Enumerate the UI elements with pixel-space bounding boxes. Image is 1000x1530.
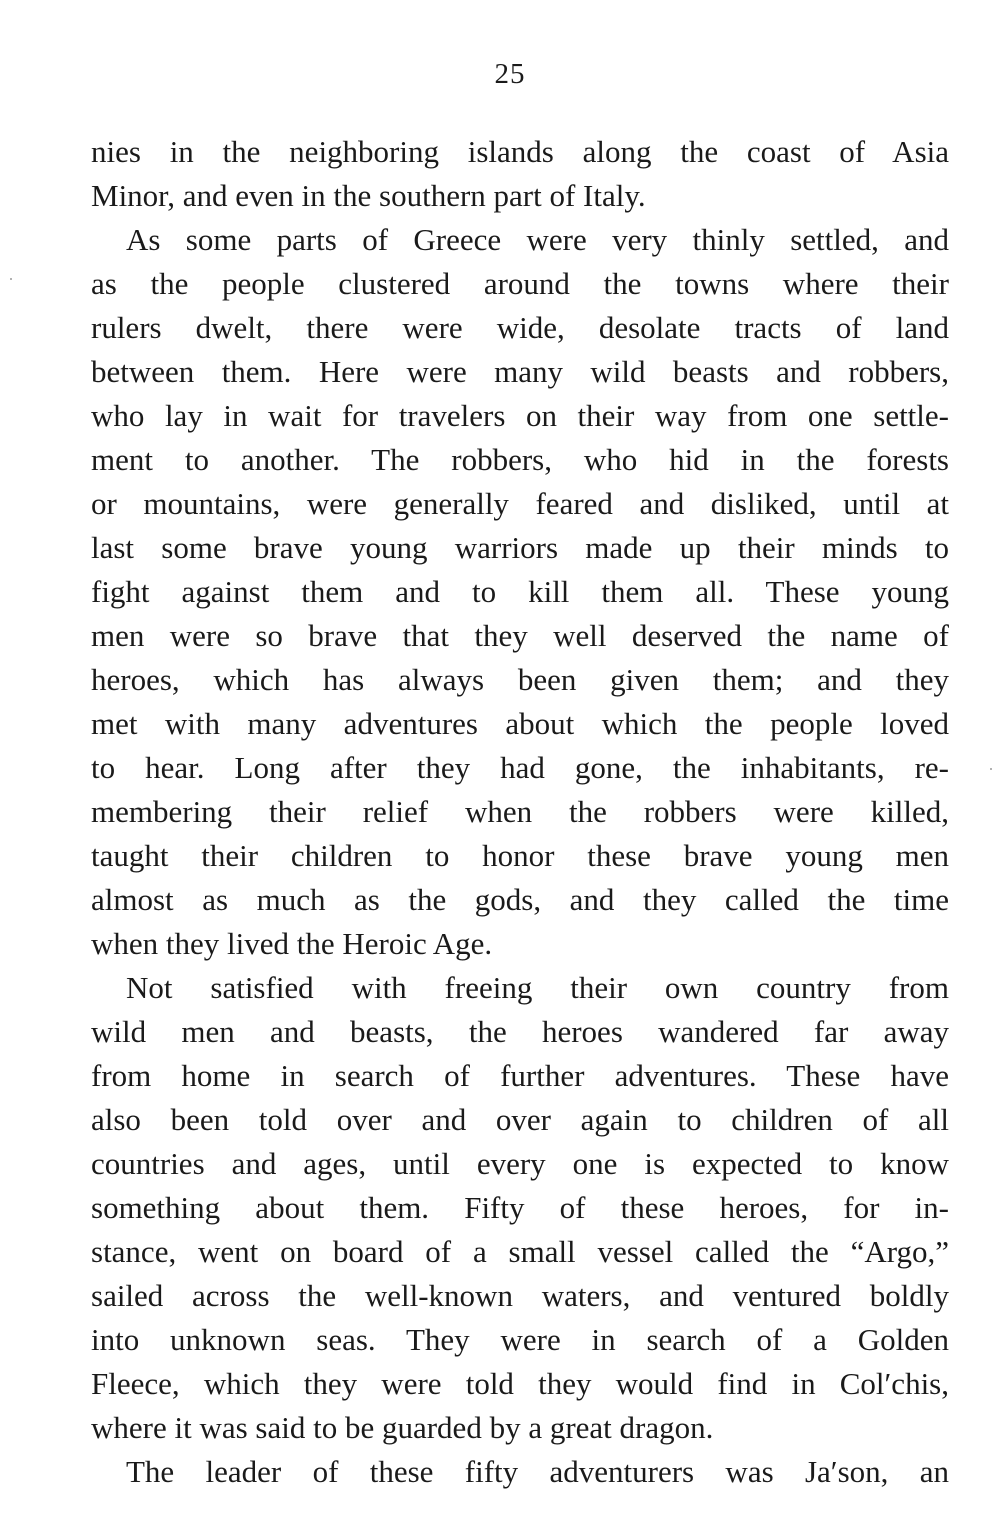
page-number: 25 — [494, 58, 526, 90]
text-line: wild men and beasts, the heroes wandered far away — [91, 1014, 949, 1049]
text-line: Not satisfied with freeing their own country from — [126, 970, 949, 1005]
text-line: membering their relief when the robbers were killed, — [91, 794, 949, 829]
text-line: into unknown seas. They were in search of a Golden — [91, 1322, 949, 1357]
text-line: heroes, which has always been given them; and they — [91, 662, 949, 697]
text-line: sailed across the well-known waters, and ventured boldly — [91, 1278, 949, 1313]
text-line: The leader of these fifty adventurers was Ja′son, an — [126, 1454, 949, 1489]
text-line: stance, went on board of a small vessel called the “Argo,” — [91, 1234, 949, 1269]
text-line: also been told over and over again to children of all — [91, 1102, 949, 1137]
text-line: to hear. Long after they had gone, the inhabitants, re- — [91, 750, 949, 785]
text-line: almost as much as the gods, and they called the time — [91, 882, 949, 917]
text-line: when they lived the Heroic Age. — [91, 926, 493, 961]
text-line: fight against them and to kill them all. These young — [91, 574, 949, 609]
text-line: who lay in wait for travelers on their way from one settle- — [91, 398, 949, 433]
text-line: ment to another. The robbers, who hid in the forests — [91, 442, 949, 477]
text-line: countries and ages, until every one is expected to know — [91, 1146, 949, 1181]
text-line: from home in search of further adventures. These have — [91, 1058, 949, 1093]
text-line: between them. Here were many wild beasts and robbers, — [91, 354, 949, 389]
text-line: or mountains, were generally feared and disliked, until at — [91, 486, 949, 521]
text-line: As some parts of Greece were very thinly settled, and — [126, 222, 949, 257]
text-line: as the people clustered around the towns where their — [91, 266, 949, 301]
text-line: Minor, and even in the southern part of Italy. — [91, 178, 646, 213]
body-text — [91, 130, 949, 1494]
text-line: Fleece, which they were told they would find in Col′chis, — [91, 1366, 949, 1401]
text-line: met with many adventures about which the people loved — [91, 706, 949, 741]
text-line: nies in the neighboring islands along the coast of Asia — [91, 134, 949, 169]
text-line: rulers dwelt, there were wide, desolate tracts of land — [91, 310, 949, 345]
text-line: men were so brave that they well deserved the name of — [91, 618, 949, 653]
scan-speck — [990, 768, 992, 770]
text-line: last some brave young warriors made up their minds to — [91, 530, 949, 565]
text-line: where it was said to be guarded by a great dragon. — [91, 1410, 714, 1445]
text-line: something about them. Fifty of these heroes, for in- — [91, 1190, 949, 1225]
text-line: taught their children to honor these brave young men — [91, 838, 949, 873]
scan-speck — [10, 278, 12, 280]
